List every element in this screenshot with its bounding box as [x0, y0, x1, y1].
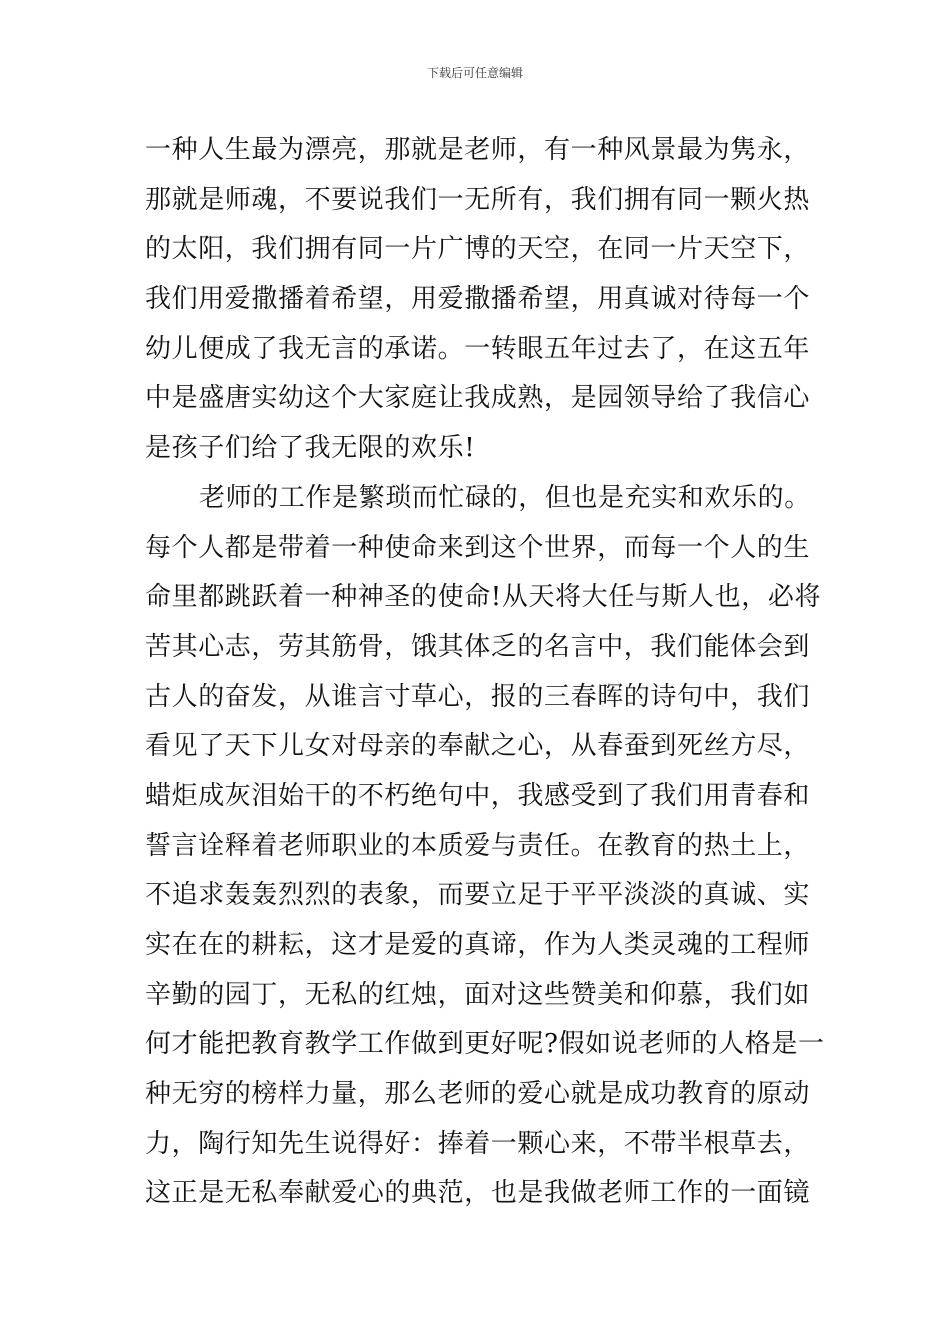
- text-line: 何才能把教育教学工作做到更好呢?假如说老师的人格是一: [145, 1029, 825, 1060]
- text-line: 每个人都是带着一种使命来到这个世界，而每一个人的生: [145, 532, 811, 563]
- header-note: 下载后可任意编辑: [426, 66, 523, 80]
- paragraph-2: [145, 474, 825, 1219]
- text-line: 这正是无私奉献爱心的典范，也是我做老师工作的一面镜: [145, 1178, 811, 1209]
- text-line: 中是盛唐实幼这个大家庭让我成熟，是园领导给了我信心: [145, 383, 811, 414]
- text-line: 的太阳，我们拥有同一片广博的天空，在同一片天空下，: [145, 234, 811, 265]
- text-line: 命里都跳跃着一种神圣的使命!从天将大任与斯人也，必将: [145, 582, 822, 613]
- text-line: 誓言诠释着老师职业的本质爱与责任。在教育的热土上，: [145, 830, 811, 861]
- text-line: 不追求轰轰烈烈的表象，而要立足于平平淡淡的真诚、实: [145, 880, 811, 911]
- text-line: 是孩子们给了我无限的欢乐!: [145, 433, 476, 464]
- text-line: 古人的奋发，从谁言寸草心，报的三春晖的诗句中，我们: [145, 681, 811, 712]
- text-line: 我们用爱撒播着希望，用爱撒播希望，用真诚对待每一个: [145, 284, 811, 315]
- text-line: 辛勤的园丁，无私的红烛，面对这些赞美和仰慕，我们如: [145, 979, 811, 1010]
- text-line: 一种人生最为漂亮，那就是老师，有一种风景最为隽永，: [145, 135, 811, 165]
- text-line: 看见了天下儿女对母亲的奉献之心，从春蚕到死丝方尽，: [145, 731, 811, 762]
- document-body: [145, 126, 825, 1219]
- text-line: 那就是师魂，不要说我们一无所有，我们拥有同一颗火热: [145, 184, 811, 215]
- text-line: 种无穷的榜样力量，那么老师的爱心就是成功教育的原动: [145, 1079, 811, 1110]
- text-line-indented: 老师的工作是繁琐而忙碌的，但也是充实和欢乐的。: [199, 482, 811, 513]
- text-line: 实在在的耕耘，这才是爱的真谛，作为人类灵魂的工程师: [145, 930, 811, 960]
- text-line: 幼儿便成了我无言的承诺。一转眼五年过去了，在这五年: [145, 333, 811, 364]
- text-line: 苦其心志，劳其筋骨，饿其体乏的名言中，我们能体会到: [145, 631, 811, 662]
- text-line: 力，陶行知先生说得好：捧着一颗心来，不带半根草去，: [145, 1128, 811, 1159]
- text-line: 蜡炬成灰泪始干的不朽绝句中，我感受到了我们用青春和: [145, 780, 811, 811]
- paragraph-1: [145, 126, 811, 474]
